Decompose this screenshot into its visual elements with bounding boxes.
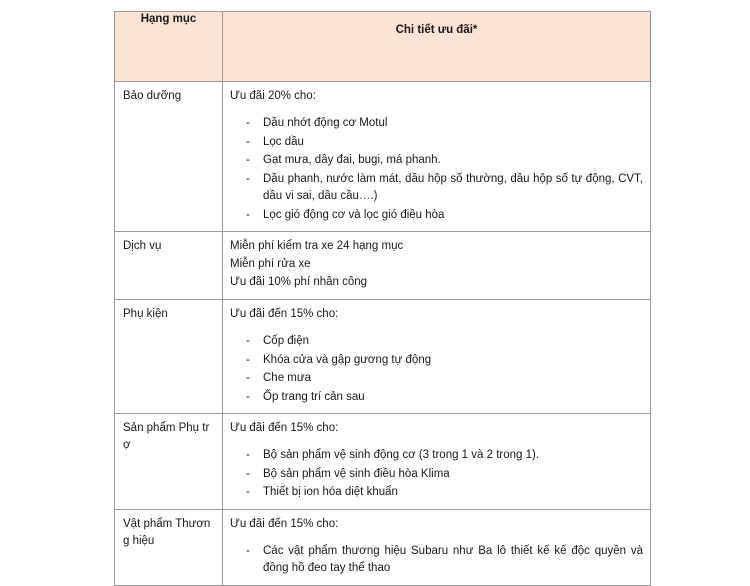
table-row bbox=[115, 414, 651, 510]
list-item: - Ốp trang trí cản sau bbox=[230, 389, 645, 406]
row-category: Bảo dưỡng bbox=[115, 82, 223, 232]
list-item: - Che mưa bbox=[230, 370, 645, 387]
list-item: - Thiết bị ion hóa diệt khuẩn bbox=[230, 484, 645, 501]
row-detail bbox=[223, 82, 651, 232]
row-detail bbox=[223, 299, 651, 413]
detail-line: Miễn phí rửa xe bbox=[230, 258, 311, 270]
detail-list bbox=[230, 333, 645, 406]
table-row bbox=[115, 232, 651, 300]
list-item: - Dầu nhớt động cơ Motul bbox=[230, 115, 645, 132]
row-category: Dịch vụ bbox=[115, 232, 223, 300]
detail-list bbox=[230, 447, 645, 501]
list-item: - Cốp điện bbox=[230, 333, 645, 350]
table-row bbox=[115, 299, 651, 413]
row-detail bbox=[223, 414, 651, 510]
detail-lead: Ưu đãi đến 15% cho: bbox=[230, 517, 339, 530]
list-item: - Bộ sản phẩm vệ sinh động cơ (3 trong 1 và 2 trong 1). bbox=[230, 447, 645, 464]
list-item: - Gạt mưa, dây đai, bugi, má phanh. bbox=[230, 152, 645, 169]
header-cell-category: Hạng mục bbox=[115, 12, 223, 82]
detail-lead: Ưu đãi 20% cho: bbox=[230, 90, 316, 102]
list-item: - Lọc gió động cơ và lọc gió điều hòa bbox=[230, 207, 645, 224]
row-category: Phụ kiện bbox=[115, 299, 223, 413]
list-item: - Dầu phanh, nước làm mát, dầu hộp số thường, dầu hộp số tự động, CVT, dầu vi sai, dầu cầu….) bbox=[230, 171, 645, 206]
detail-line: Ưu đãi 10% phí nhân công bbox=[230, 275, 368, 288]
header-cell-detail: Chi tiết ưu đãi* bbox=[223, 12, 651, 82]
row-category: Vật phẩm Thương hiệu bbox=[115, 509, 223, 585]
row-detail bbox=[223, 509, 651, 585]
list-item: - Bộ sản phẩm vệ sinh điều hòa Klima bbox=[230, 466, 645, 483]
detail-list bbox=[230, 115, 645, 224]
table-row bbox=[115, 509, 651, 585]
list-item: - Khóa cửa và gập gương tự động bbox=[230, 352, 645, 369]
detail-lead: Ưu đãi đến 15% cho: bbox=[230, 307, 339, 320]
header-row bbox=[115, 12, 651, 82]
row-detail bbox=[223, 232, 651, 300]
detail-line: Miễn phí kiểm tra xe 24 hạng mục bbox=[230, 240, 404, 253]
list-item: - Lọc dầu bbox=[230, 134, 645, 151]
table-header bbox=[115, 12, 651, 82]
row-category: Sản phẩm Phụ trợ bbox=[115, 414, 223, 510]
table-row bbox=[115, 82, 651, 232]
list-item: - Các vật phẩm thương hiệu Subaru như Ba lô thiết kế kế độc quyền và đồng hồ đeo tay thể thao bbox=[230, 543, 645, 578]
table-body bbox=[115, 82, 651, 586]
detail-list bbox=[230, 543, 645, 578]
detail-lead: Ưu đãi đến 15% cho: bbox=[230, 422, 339, 434]
